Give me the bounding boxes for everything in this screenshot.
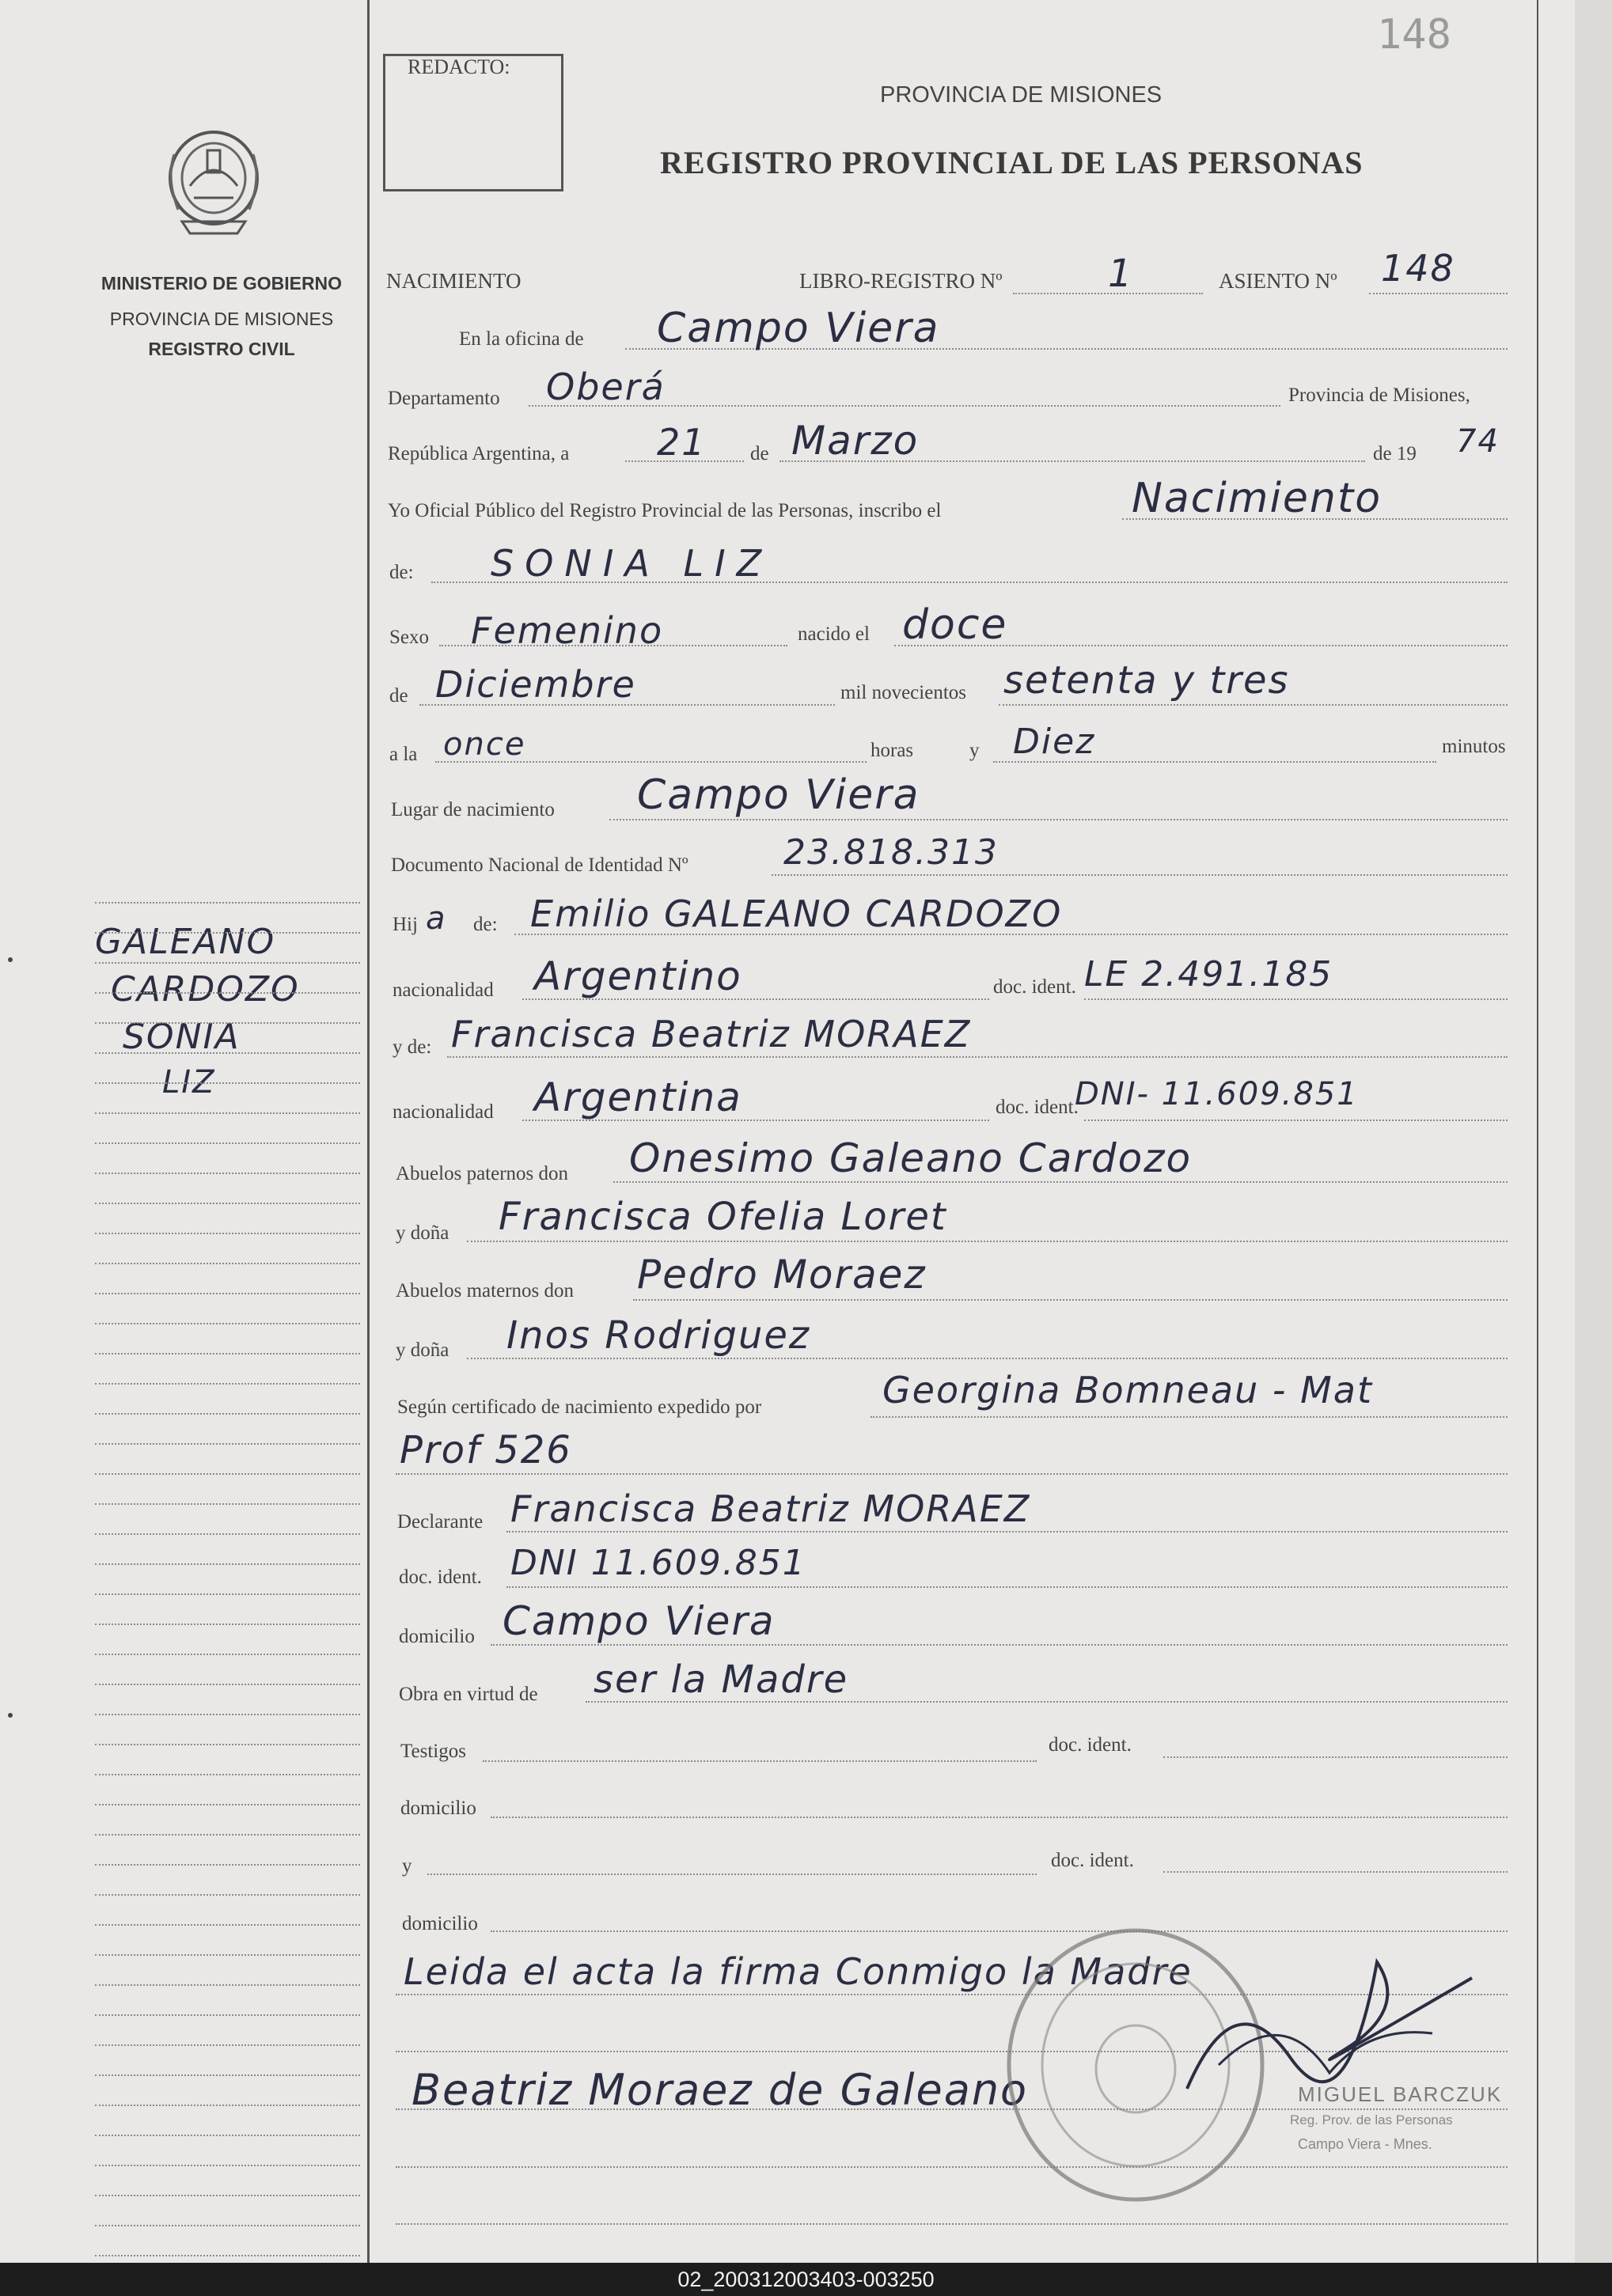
- name-value: SONIA LIZ: [491, 542, 773, 585]
- file-id-bar: 02_200312003403-003250: [0, 2263, 1612, 2296]
- hij-label: Hij: [393, 914, 418, 935]
- republica-label: República Argentina, a: [388, 443, 570, 464]
- margin-note-2: CARDOZO: [111, 969, 300, 1010]
- anio-value: setenta y tres: [1003, 658, 1290, 703]
- nacido-label: nacido el: [798, 623, 870, 645]
- sexo-label: Sexo: [389, 627, 429, 648]
- page-edge: [1575, 0, 1612, 2263]
- domicilio2-label: domicilio: [400, 1798, 476, 1819]
- margin-ruled-line: [95, 1684, 360, 1685]
- margin-ruled-line: [95, 1293, 360, 1294]
- departamento-label: Departamento: [388, 388, 500, 409]
- margin-ruled-line: [95, 1233, 360, 1234]
- margin-ruled-line: [95, 1623, 360, 1625]
- abuela-p-line: [467, 1241, 1508, 1242]
- minutos-label: minutos: [1442, 736, 1506, 757]
- obra-value: ser la Madre: [594, 1658, 849, 1702]
- month-value: Marzo: [791, 418, 920, 464]
- lugar-value: Campo Viera: [637, 771, 920, 819]
- ministry-line-1: MINISTERIO DE GOBIERNO: [101, 273, 343, 294]
- margin-ruled-line: [95, 1413, 360, 1415]
- margin-ruled-line: [95, 1383, 360, 1385]
- margin-ruled-line: [95, 2225, 360, 2226]
- registry-title: REGISTRO PROVINCIAL DE LAS PERSONAS: [660, 145, 1364, 180]
- nacimiento-label: NACIMIENTO: [386, 269, 522, 293]
- de-month-label: de: [389, 685, 408, 707]
- declarante-value: Francisca Beatriz MORAEZ: [510, 1487, 1031, 1530]
- oficial-label: Yo Oficial Público del Registro Provincial de las Personas, inscribo el: [388, 500, 942, 521]
- margin-ruled-line: [95, 1263, 360, 1264]
- province-title: PROVINCIA DE MISIONES: [880, 82, 1163, 108]
- abuelo-m-line: [633, 1299, 1508, 1301]
- margin-ruled-line: [95, 2255, 360, 2256]
- domicilio-value: Campo Viera: [503, 1598, 776, 1644]
- testigo2-doc-label: doc. ident.: [1051, 1850, 1134, 1871]
- madre-doc-label: doc. ident.: [996, 1097, 1079, 1118]
- abuelos-m-label: Abuelos maternos don: [396, 1280, 574, 1301]
- padre-value: Emilio GALEANO CARDOZO: [530, 892, 1063, 935]
- abuelo-p-line: [613, 1181, 1508, 1183]
- mes-nac-value: Diciembre: [435, 663, 636, 706]
- abuelo-m-value: Pedro Moraez: [637, 1252, 927, 1298]
- margin-note-1: GALEANO: [95, 922, 276, 962]
- padre-doc-value: LE 2.491.185: [1084, 954, 1333, 995]
- y2-label: y: [402, 1855, 412, 1877]
- signature-flourish: [1171, 1930, 1488, 2105]
- madre-line: [447, 1056, 1508, 1058]
- month-de-label: de: [750, 443, 769, 464]
- margin-ruled-line: [95, 1593, 360, 1595]
- day-value: 21: [657, 421, 707, 464]
- closing-line-4: [396, 2166, 1508, 2168]
- page-number: 148: [1377, 11, 1451, 59]
- asiento-label: ASIENTO Nº: [1219, 269, 1337, 293]
- margin-ruled-line: [95, 1804, 360, 1805]
- asiento-line: [1369, 293, 1508, 294]
- margin-ruled-line: [95, 1834, 360, 1836]
- stamp-name: MIGUEL BARCZUK: [1298, 2082, 1503, 2106]
- certificado-line-2: [396, 1473, 1508, 1475]
- abuela-p-label: y doña: [396, 1222, 449, 1244]
- abuelos-p-label: Abuelos paternos don: [396, 1163, 569, 1184]
- madre-doc-line: [1084, 1120, 1508, 1121]
- ala-label: a la: [389, 744, 418, 765]
- margin-ruled-line: [95, 962, 360, 964]
- margin-ruled-line: [95, 1563, 360, 1565]
- margin-ruled-line: [95, 1473, 360, 1475]
- testigos-label: Testigos: [400, 1741, 466, 1762]
- testigo-doc-line: [1163, 1756, 1508, 1758]
- margin-ruled-line: [95, 1954, 360, 1956]
- margin-ruled-line: [95, 1443, 360, 1445]
- asiento-value: 148: [1381, 247, 1455, 290]
- y-label: y: [969, 740, 980, 761]
- declarante-doc-value: DNI 11.609.851: [510, 1543, 806, 1583]
- signature: Beatriz Moraez de Galeano: [412, 2065, 1029, 2115]
- padre-doc-line: [1084, 998, 1508, 1000]
- margin-ruled-line: [95, 2105, 360, 2106]
- provincia-label: Provincia de Misiones,: [1288, 385, 1470, 406]
- certificado-value: Georgina Bomneau - Mat: [882, 1369, 1374, 1411]
- testigos-line: [483, 1760, 1037, 1762]
- margin-ruled-line: [95, 2044, 360, 2046]
- margin-ruled-line: [95, 2195, 360, 2196]
- abuela-p-value: Francisca Ofelia Loret: [499, 1195, 947, 1239]
- margin-ruled-line: [95, 2165, 360, 2166]
- abuelo-p-value: Onesimo Galeano Cardozo: [629, 1135, 1193, 1181]
- margin-ruled-line: [95, 1503, 360, 1505]
- padre-doc-label: doc. ident.: [993, 976, 1076, 998]
- obra-label: Obra en virtud de: [399, 1684, 538, 1705]
- y2-line: [427, 1874, 1037, 1875]
- mil-label: mil novecientos: [840, 682, 966, 703]
- margin-note-4: LIZ: [162, 1064, 216, 1101]
- madre-doc-value: DNI- 11.609.851: [1075, 1076, 1359, 1112]
- margin-ruled-line: [95, 1203, 360, 1204]
- madre-value: Francisca Beatriz MORAEZ: [451, 1013, 972, 1055]
- padre-nac-value: Argentino: [534, 953, 742, 999]
- margin-ruled-line: [95, 1142, 360, 1144]
- inscribo-value: Nacimiento: [1132, 475, 1383, 522]
- domicilio-line: [491, 1644, 1508, 1646]
- margin-ruled-line: [95, 1714, 360, 1715]
- frame-left-line: [367, 0, 370, 2263]
- madre-de-label: y de:: [393, 1036, 432, 1058]
- abuela-m-value: Inos Rodriguez: [506, 1313, 811, 1358]
- margin-ruled-line: [95, 1022, 360, 1024]
- margin-ruled-line: [95, 1894, 360, 1896]
- hora-value: once: [443, 726, 526, 763]
- margin-ruled-line: [95, 1112, 360, 1114]
- dni-line: [772, 874, 1508, 876]
- madre-nac-label: nacionalidad: [393, 1101, 494, 1123]
- margin-ruled-line: [95, 992, 360, 994]
- margin-ruled-line: [95, 1082, 360, 1084]
- testigo2-doc-line: [1163, 1871, 1508, 1873]
- domicilio2-line: [491, 1817, 1508, 1818]
- margin-ruled-line: [95, 1864, 360, 1866]
- margin-ruled-line: [95, 1173, 360, 1174]
- margin-ruled-line: [95, 2135, 360, 2136]
- hij-de-label: de:: [473, 914, 498, 935]
- margin-ruled-line: [95, 2014, 360, 2016]
- ministry-seal: [158, 123, 269, 249]
- nacido-value: doce: [902, 601, 1008, 649]
- hij-suffix: a: [426, 900, 447, 937]
- dni-label: Documento Nacional de Identidad Nº: [391, 854, 688, 876]
- year-suffix: 74: [1456, 423, 1500, 460]
- ministry-line-3: REGISTRO CIVIL: [148, 339, 295, 359]
- certificado-label: Según certificado de nacimiento expedido por: [397, 1396, 762, 1418]
- declarante-line: [506, 1531, 1508, 1533]
- ministry-line-2: PROVINCIA DE MISIONES: [109, 309, 334, 329]
- margin-note-3: SONIA: [123, 1017, 241, 1057]
- coat-of-arms-icon: [158, 123, 269, 249]
- margin-ruled-line: [95, 1744, 360, 1745]
- abuela-m-label: y doña: [396, 1339, 449, 1361]
- margin-ruled-line: [95, 1353, 360, 1354]
- margin-ruled-line: [95, 1654, 360, 1655]
- margin-ruled-line: [95, 1323, 360, 1324]
- margin-ruled-line: [95, 1924, 360, 1926]
- certificado-value-2: Prof 526: [400, 1428, 572, 1472]
- year-prefix: de 19: [1373, 443, 1417, 464]
- margin-ruled-line: [95, 2074, 360, 2076]
- certificado-line: [870, 1416, 1508, 1418]
- margin-dot-2: [8, 1713, 13, 1718]
- margin-ruled-line: [95, 932, 360, 934]
- madre-nac-value: Argentina: [534, 1074, 742, 1120]
- testigo-doc-label: doc. ident.: [1049, 1734, 1132, 1756]
- de-name-label: de:: [389, 562, 414, 583]
- padre-nac-label: nacionalidad: [393, 979, 494, 1001]
- redacto-label: REDACTO:: [408, 55, 510, 78]
- domicilio3-label: domicilio: [402, 1913, 478, 1934]
- anio-line: [999, 704, 1508, 706]
- stamp-line-3: Campo Viera - Mnes.: [1298, 2136, 1432, 2152]
- dni-value: 23.818.313: [783, 832, 999, 873]
- abuela-m-line: [467, 1358, 1508, 1359]
- closing-text: Leida el acta la firma Conmigo la Madre: [404, 1950, 1193, 1993]
- libro-value: 1: [1108, 252, 1134, 296]
- closing-line-5: [396, 2223, 1508, 2225]
- margin-ruled-line: [95, 1774, 360, 1775]
- stamp-line-2: Reg. Prov. de las Personas: [1290, 2112, 1453, 2127]
- libro-label: LIBRO-REGISTRO Nº: [799, 269, 1003, 293]
- margin-ruled-line: [95, 1052, 360, 1054]
- lugar-label: Lugar de nacimiento: [391, 799, 555, 820]
- oficina-label: En la oficina de: [459, 328, 584, 350]
- margin-ruled-line: [95, 1533, 360, 1535]
- frame-right-line: [1537, 0, 1538, 2263]
- horas-label: horas: [870, 740, 914, 761]
- signature-scribble-icon: [1171, 1930, 1488, 2105]
- domicilio-label: domicilio: [399, 1626, 475, 1647]
- margin-dot-1: [8, 957, 13, 962]
- declarante-doc-label: doc. ident.: [399, 1567, 482, 1588]
- declarante-doc-line: [506, 1586, 1508, 1588]
- margin-ruled-line: [95, 1984, 360, 1986]
- departamento-value: Oberá: [546, 366, 666, 408]
- oficina-value: Campo Viera: [657, 305, 940, 352]
- minutos-value: Diez: [1013, 722, 1096, 762]
- sexo-value: Femenino: [471, 609, 664, 652]
- margin-ruled-line: [95, 902, 360, 904]
- declarante-label: Declarante: [397, 1511, 484, 1533]
- lugar-line: [609, 819, 1508, 820]
